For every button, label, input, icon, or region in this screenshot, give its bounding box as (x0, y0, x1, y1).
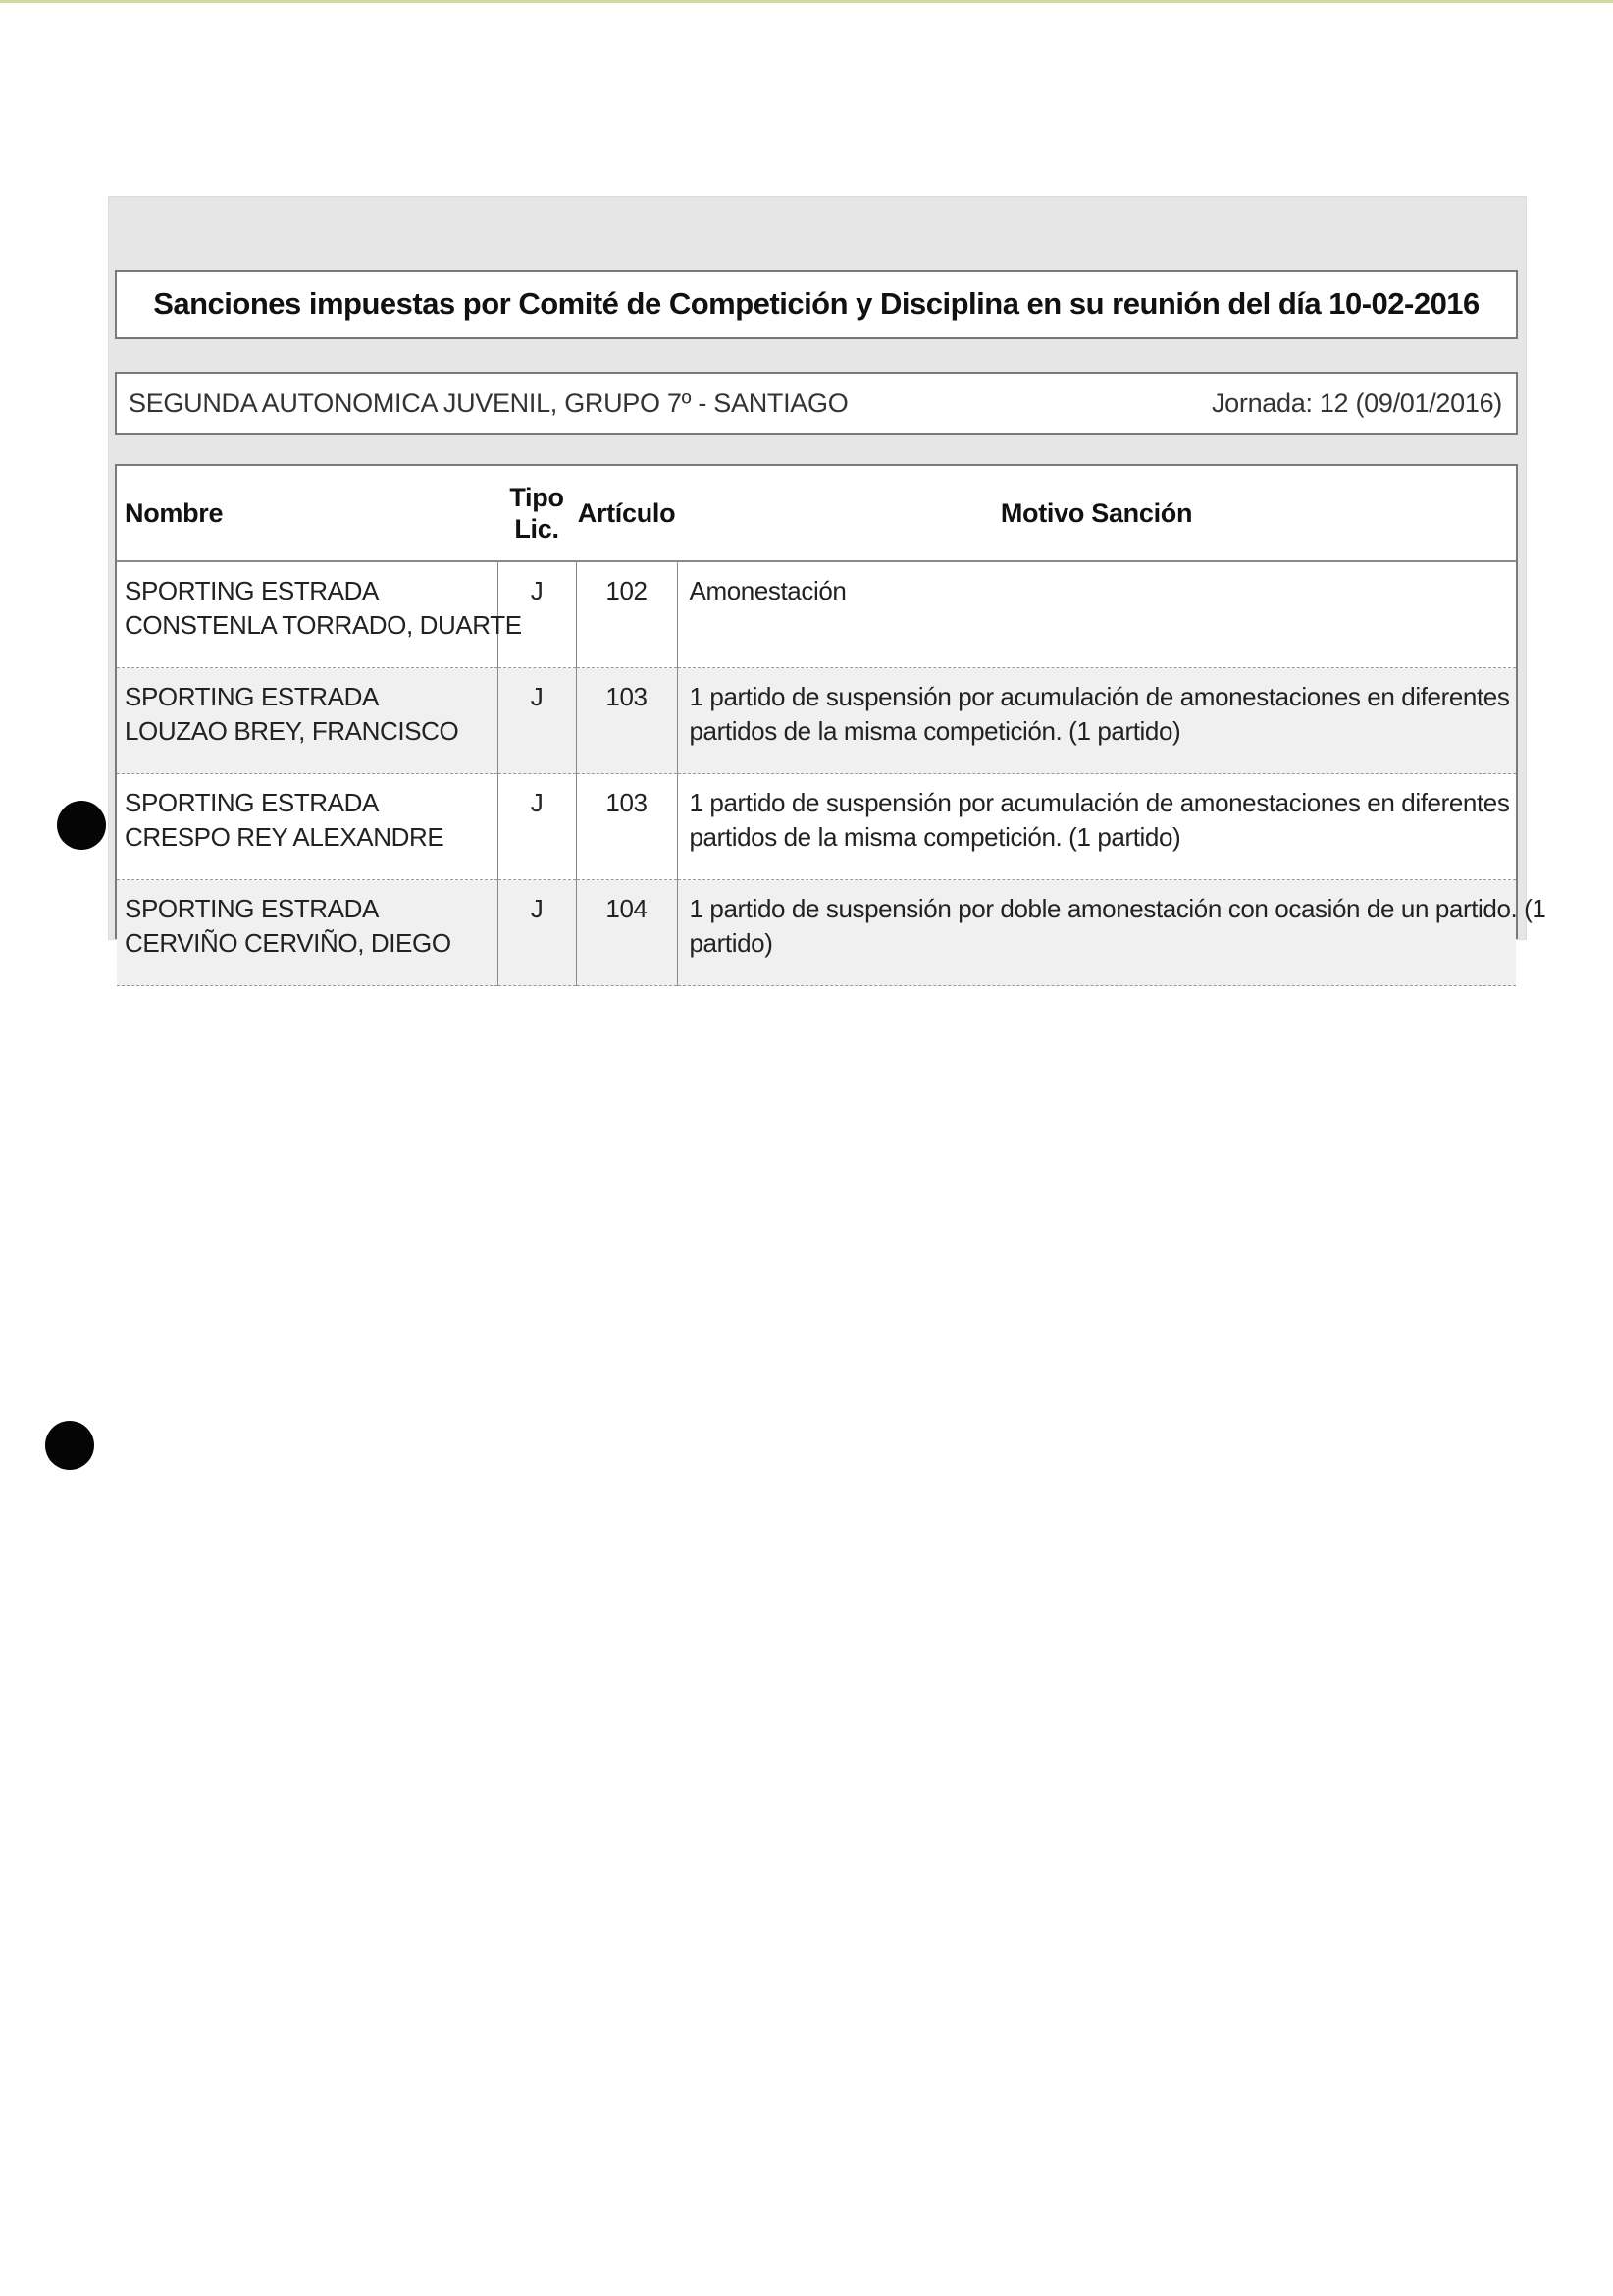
scan-top-edge (0, 0, 1613, 3)
cell-motivo (677, 561, 1516, 668)
table-header-row (117, 466, 1516, 561)
sanctions-panel (108, 196, 1546, 958)
motivo-line: Amonestación (689, 576, 847, 605)
table-row (117, 668, 1516, 774)
club-name: SPORTING ESTRADA (125, 788, 379, 817)
club-name: SPORTING ESTRADA (125, 576, 379, 605)
header-nombre: Nombre (117, 466, 497, 561)
cell-tipo-lic: J (497, 880, 576, 986)
motivo-line: 1 partido de suspensión por doble amonestación con ocasión de un partido. (1 (689, 894, 1546, 923)
group-name: SEGUNDA AUTONOMICA JUVENIL, GRUPO 7º - SANTIAGO (129, 388, 849, 418)
header-tipo-line1: Tipo (509, 483, 564, 512)
cell-nombre (117, 774, 497, 880)
motivo-line: 1 partido de suspensión por acumulación de amonestaciones en diferentes (689, 682, 1510, 711)
title-box (115, 270, 1518, 339)
table-row (117, 774, 1516, 880)
cell-tipo-lic: J (497, 561, 576, 668)
player-name: CERVIÑO CERVIÑO, DIEGO (125, 928, 451, 958)
sanctions-table (117, 466, 1546, 986)
punch-hole-upper (57, 801, 106, 850)
club-name: SPORTING ESTRADA (125, 682, 379, 711)
motivo-line: partidos de la misma competición. (1 partido) (689, 716, 1181, 746)
punch-hole-lower (45, 1421, 94, 1470)
cell-tipo-lic: J (497, 668, 576, 774)
jornada-label: Jornada: 12 (09/01/2016) (1211, 388, 1502, 418)
cell-nombre (117, 880, 497, 986)
cell-articulo: 103 (576, 774, 677, 880)
cell-motivo (677, 668, 1516, 774)
motivo-line: partido) (689, 928, 773, 958)
cell-nombre (117, 668, 497, 774)
group-header (115, 372, 1518, 435)
header-tipo-line2: Lic. (514, 514, 559, 544)
motivo-line: partidos de la misma competición. (1 partido) (689, 822, 1181, 852)
header-motivo: Motivo Sanción (677, 466, 1516, 561)
cell-nombre (117, 561, 522, 668)
player-name: CRESPO REY ALEXANDRE (125, 822, 444, 852)
header-articulo: Artículo (576, 466, 677, 561)
cell-motivo (677, 774, 1516, 880)
cell-articulo: 104 (576, 880, 677, 986)
motivo-line: 1 partido de suspensión por acumulación de amonestaciones en diferentes (689, 788, 1510, 817)
sanctions-table-container (115, 464, 1546, 958)
cell-articulo: 102 (576, 561, 677, 668)
table-row (117, 880, 1516, 986)
player-name: CONSTENLA TORRADO, DUARTE (125, 610, 522, 640)
cell-articulo: 103 (576, 668, 677, 774)
header-tipo-lic (497, 466, 576, 561)
player-name: LOUZAO BREY, FRANCISCO (125, 716, 459, 746)
club-name: SPORTING ESTRADA (125, 894, 379, 923)
table-row (117, 561, 1516, 668)
cell-tipo-lic: J (497, 774, 576, 880)
page-title: Sanciones impuestas por Comité de Competición y Disciplina en su reunión del día 10-02-2016 (153, 287, 1480, 321)
cell-motivo (677, 880, 1546, 986)
